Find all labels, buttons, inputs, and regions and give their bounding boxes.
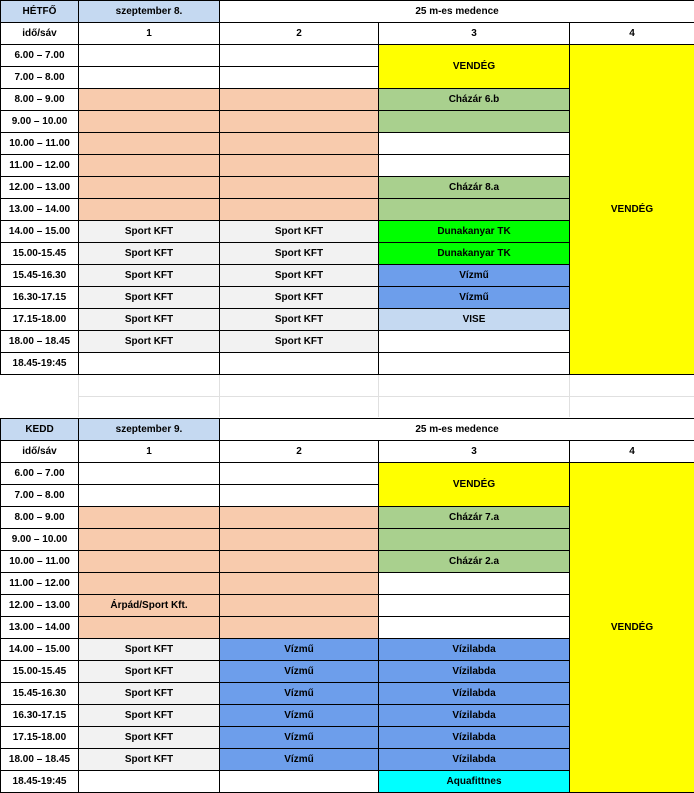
lane-4-booking: VENDÉG <box>570 45 694 375</box>
time-slot: 17.15-18.00 <box>1 727 79 749</box>
lane-2-booking <box>220 507 379 529</box>
lane-2-booking: Sport KFT <box>220 287 379 309</box>
lane-1-booking <box>79 111 220 133</box>
lane-2-booking: Vízmű <box>220 749 379 771</box>
lane-2-booking <box>220 771 379 793</box>
lane-1-booking <box>79 617 220 639</box>
time-slot: 16.30-17.15 <box>1 287 79 309</box>
time-slot: 6.00 – 7.00 <box>1 463 79 485</box>
lane-1-booking <box>79 463 220 485</box>
lane-3-booking: Cházár 2.a <box>379 551 570 573</box>
lane-3-booking <box>379 595 570 617</box>
lane-3-booking <box>379 617 570 639</box>
lane-1-booking: Sport KFT <box>79 309 220 331</box>
lane-2-booking <box>220 573 379 595</box>
time-slot: 6.00 – 7.00 <box>1 45 79 67</box>
time-slot: 10.00 – 11.00 <box>1 551 79 573</box>
lane-3-booking <box>379 331 570 353</box>
lane-header-2: 2 <box>220 441 379 463</box>
lane-3-booking <box>379 199 570 221</box>
lane-3-booking: Vízmű <box>379 287 570 309</box>
time-slot: 8.00 – 9.00 <box>1 89 79 111</box>
lane-1-booking <box>79 353 220 375</box>
lane-2-booking <box>220 133 379 155</box>
lane-3-booking: Cházár 8.a <box>379 177 570 199</box>
time-slot: 7.00 – 8.00 <box>1 67 79 89</box>
lane-1-booking: Sport KFT <box>79 661 220 683</box>
pool-label: 25 m-es medence <box>220 419 694 441</box>
lane-3-booking: Vízilabda <box>379 639 570 661</box>
lane-1-booking <box>79 89 220 111</box>
lane-3-booking: VISE <box>379 309 570 331</box>
time-slot: 7.00 – 8.00 <box>1 485 79 507</box>
time-slot: 18.00 – 18.45 <box>1 331 79 353</box>
time-lane-header: idő/sáv <box>1 441 79 463</box>
lane-3-booking: VENDÉG <box>379 45 570 89</box>
lane-header-1: 1 <box>79 23 220 45</box>
lane-1-booking <box>79 67 220 89</box>
lane-2-booking <box>220 67 379 89</box>
lane-2-booking <box>220 353 379 375</box>
lane-1-booking: Sport KFT <box>79 705 220 727</box>
lane-2-booking: Vízmű <box>220 639 379 661</box>
lane-header-4: 4 <box>570 23 694 45</box>
lane-1-booking <box>79 177 220 199</box>
lane-3-booking <box>379 573 570 595</box>
day-label: KEDD <box>1 419 79 441</box>
time-slot: 9.00 – 10.00 <box>1 529 79 551</box>
lane-2-booking: Sport KFT <box>220 265 379 287</box>
lane-2-booking: Vízmű <box>220 661 379 683</box>
lane-3-booking <box>379 155 570 177</box>
schedule-row <box>1 463 694 485</box>
lane-2-booking <box>220 89 379 111</box>
lane-3-booking: VENDÉG <box>379 463 570 507</box>
time-slot: 12.00 – 13.00 <box>1 595 79 617</box>
time-slot: 18.45-19:45 <box>1 771 79 793</box>
lane-3-booking: Cházár 6.b <box>379 89 570 111</box>
lane-2-booking <box>220 551 379 573</box>
lane-2-booking: Sport KFT <box>220 221 379 243</box>
lane-3-booking: Vízilabda <box>379 727 570 749</box>
lane-1-booking: Sport KFT <box>79 243 220 265</box>
lane-2-booking: Vízmű <box>220 727 379 749</box>
lane-2-booking <box>220 595 379 617</box>
lane-2-booking: Sport KFT <box>220 243 379 265</box>
lane-2-booking <box>220 463 379 485</box>
lane-2-booking <box>220 177 379 199</box>
lane-1-booking <box>79 133 220 155</box>
lane-1-booking <box>79 507 220 529</box>
lane-1-booking <box>79 155 220 177</box>
time-slot: 13.00 – 14.00 <box>1 617 79 639</box>
lane-header-3: 3 <box>379 23 570 45</box>
lane-header-4: 4 <box>570 441 694 463</box>
time-slot: 9.00 – 10.00 <box>1 111 79 133</box>
lane-1-booking <box>79 45 220 67</box>
lane-2-booking <box>220 155 379 177</box>
time-slot: 8.00 – 9.00 <box>1 507 79 529</box>
time-slot: 17.15-18.00 <box>1 309 79 331</box>
lane-2-booking: Sport KFT <box>220 309 379 331</box>
time-slot: 11.00 – 12.00 <box>1 573 79 595</box>
lane-2-booking <box>220 617 379 639</box>
lane-3-booking: Vízilabda <box>379 705 570 727</box>
sheet-gap <box>0 375 694 417</box>
pool-label: 25 m-es medence <box>220 1 694 23</box>
time-slot: 16.30-17.15 <box>1 705 79 727</box>
time-slot: 14.00 – 15.00 <box>1 639 79 661</box>
lane-4-booking: VENDÉG <box>570 463 694 793</box>
time-slot: 13.00 – 14.00 <box>1 199 79 221</box>
lane-1-booking: Sport KFT <box>79 639 220 661</box>
lane-1-booking: Sport KFT <box>79 221 220 243</box>
lane-3-booking <box>379 529 570 551</box>
lane-2-booking <box>220 485 379 507</box>
time-slot: 15.00-15.45 <box>1 661 79 683</box>
lane-1-booking: Sport KFT <box>79 749 220 771</box>
lane-1-booking: Sport KFT <box>79 683 220 705</box>
lane-1-booking <box>79 771 220 793</box>
date-label: szeptember 8. <box>79 1 220 23</box>
lane-1-booking: Sport KFT <box>79 727 220 749</box>
schedule-table-monday <box>0 0 694 375</box>
lane-2-booking <box>220 529 379 551</box>
lane-header-3: 3 <box>379 441 570 463</box>
lane-3-booking: Vízmű <box>379 265 570 287</box>
lane-2-booking: Sport KFT <box>220 331 379 353</box>
lane-2-booking <box>220 199 379 221</box>
lane-2-booking: Vízmű <box>220 683 379 705</box>
schedule-table-tuesday <box>0 418 694 793</box>
lane-3-booking: Vízilabda <box>379 683 570 705</box>
lane-2-booking <box>220 45 379 67</box>
lane-1-booking: Sport KFT <box>79 331 220 353</box>
time-slot: 14.00 – 15.00 <box>1 221 79 243</box>
lane-3-booking: Aquafittnes <box>379 771 570 793</box>
lane-3-booking: Vízilabda <box>379 749 570 771</box>
time-slot: 10.00 – 11.00 <box>1 133 79 155</box>
time-lane-header: idő/sáv <box>1 23 79 45</box>
lane-1-booking <box>79 573 220 595</box>
lane-3-booking: Dunakanyar TK <box>379 221 570 243</box>
lane-3-booking: Vízilabda <box>379 661 570 683</box>
lane-1-booking: Sport KFT <box>79 265 220 287</box>
time-slot: 15.45-16.30 <box>1 265 79 287</box>
schedule-row <box>1 45 694 67</box>
time-slot: 15.45-16.30 <box>1 683 79 705</box>
time-slot: 15.00-15.45 <box>1 243 79 265</box>
lane-1-booking <box>79 529 220 551</box>
lane-1-booking <box>79 485 220 507</box>
lane-1-booking: Sport KFT <box>79 287 220 309</box>
lane-header-2: 2 <box>220 23 379 45</box>
lane-1-booking <box>79 199 220 221</box>
lane-header-1: 1 <box>79 441 220 463</box>
lane-3-booking <box>379 133 570 155</box>
lane-3-booking <box>379 111 570 133</box>
lane-2-booking: Vízmű <box>220 705 379 727</box>
lane-1-booking: Árpád/Sport Kft. <box>79 595 220 617</box>
lane-1-booking <box>79 551 220 573</box>
time-slot: 12.00 – 13.00 <box>1 177 79 199</box>
lane-3-booking: Cházár 7.a <box>379 507 570 529</box>
time-slot: 18.45-19:45 <box>1 353 79 375</box>
day-label: HÉTFŐ <box>1 1 79 23</box>
lane-2-booking <box>220 111 379 133</box>
time-slot: 18.00 – 18.45 <box>1 749 79 771</box>
lane-3-booking: Dunakanyar TK <box>379 243 570 265</box>
time-slot: 11.00 – 12.00 <box>1 155 79 177</box>
date-label: szeptember 9. <box>79 419 220 441</box>
lane-3-booking <box>379 353 570 375</box>
